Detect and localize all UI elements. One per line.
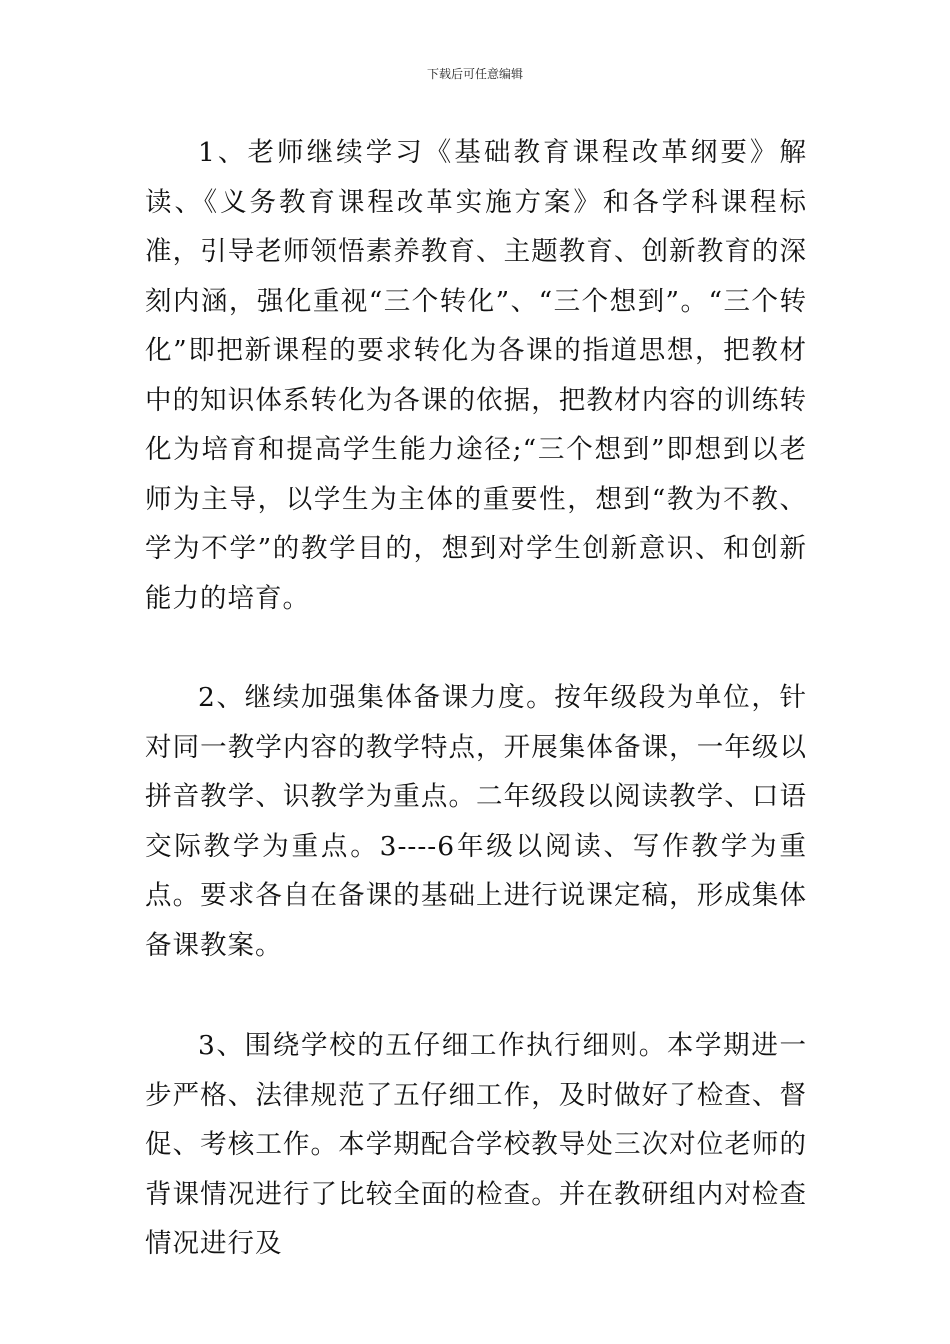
paragraph-1 — [145, 128, 807, 623]
paragraph-text: 3、围绕学校的五仔细工作执行细则。本学期进一步严格、法律规范了五仔细工作，及时做好了检查、督促、考核工作。本学期配合学校教导处三次对位老师的背课情况进行了比较全面的检查。并在教研组内对检查情况进行及 — [145, 1030, 807, 1259]
paragraph-text: 2、继续加强集体备课力度。按年级段为单位，针对同一教学内容的教学特点，开展集体备课，一年级以拼音教学、识教学为重点。二年级段以阅读教学、口语交际教学为重点。3----6年级以阅读、写作教学为重点。要求各自在备课的基础上进行说课定稿，形成集体备课教案。 — [145, 682, 807, 961]
paragraph-3 — [145, 1021, 807, 1269]
paragraph-2 — [145, 673, 807, 970]
paragraph-text: 1、老师继续学习《基础教育课程改革纲要》解读、《义务教育课程改革实施方案》和各学科课程标准，引导老师领悟素养教育、主题教育、创新教育的深刻内涵，强化重视“三个转化”、“三个想到”。“三个转化”即把新课程的要求转化为各课的指道思想，把教材中的知识体系转化为各课的依据，把教材内容的训练转化为培育和提高学生能力途径;“三个想到”即想到以老师为主导，以学生为主体的重要性，想到“教为不教、学为不学”的教学目的，想到对学生创新意识、和创新能力的培育。 — [145, 137, 807, 614]
header-note: 下载后可任意编辑 — [426, 67, 523, 81]
